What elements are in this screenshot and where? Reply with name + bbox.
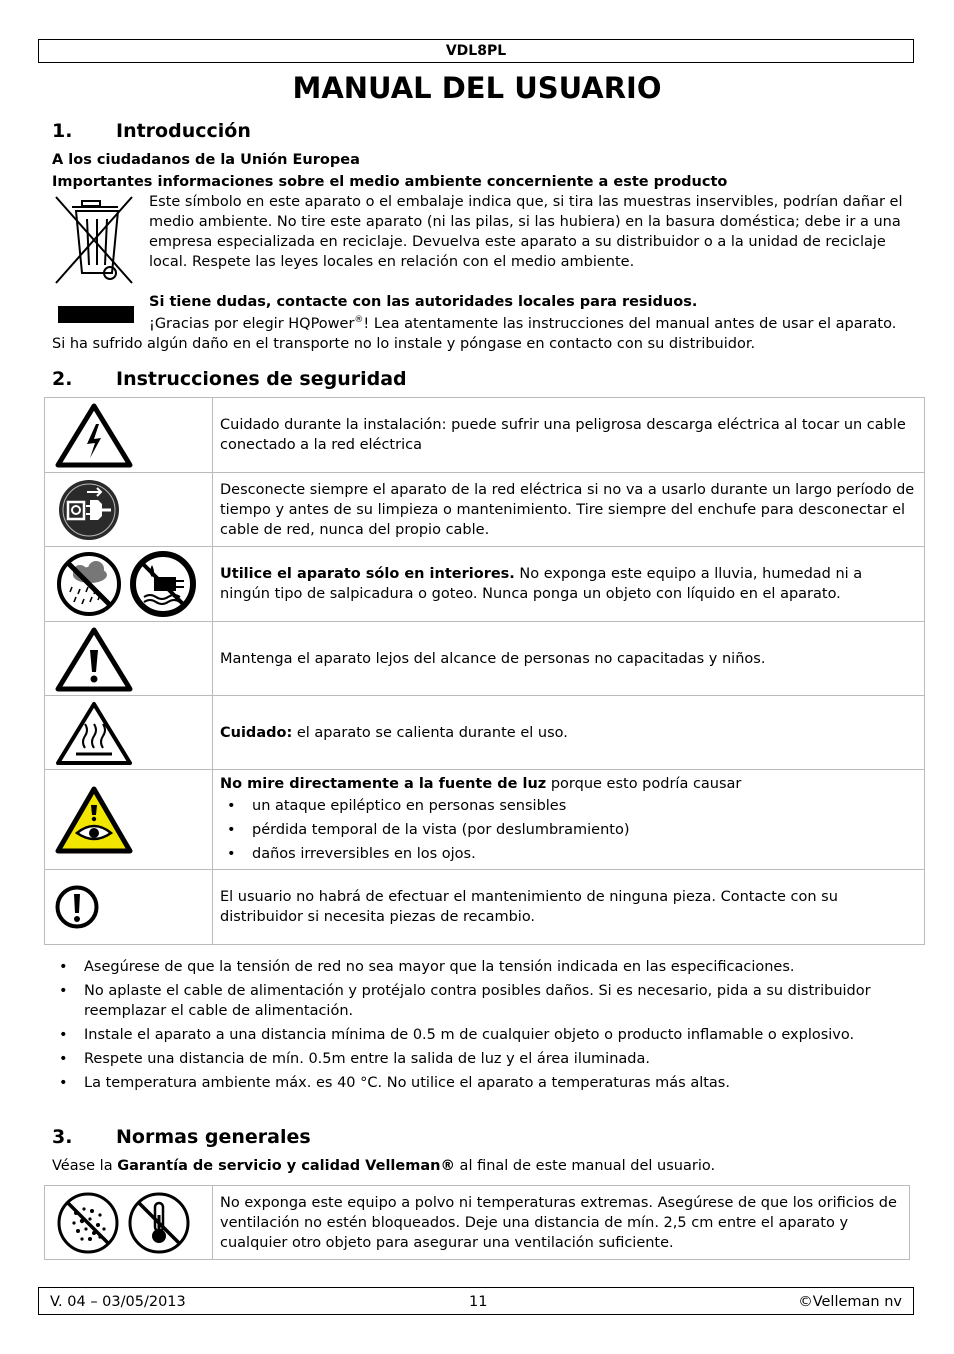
icon-cell (45, 770, 213, 870)
icon-cell (45, 398, 213, 473)
list-item: • Respete una distancia de mín. 0.5m entre la salida de luz y el área iluminada. (52, 1049, 914, 1069)
safety-row (45, 547, 925, 622)
text-cell: Mantenga el aparato lejos del alcance de personas no capacitadas y niños. (213, 622, 925, 696)
section-title: Introducción (116, 120, 251, 142)
list-item: • un ataque epiléptico en personas sensibles (220, 794, 916, 818)
general-warning-icon (54, 626, 134, 692)
text-cell (213, 770, 925, 870)
icon-cell (45, 622, 213, 696)
weee-bin-icon (52, 193, 136, 287)
warranty-name: Garantía de servicio y calidad Velleman® (117, 1158, 455, 1174)
model-number: VDL8PL (445, 43, 507, 59)
no-rain-icon (56, 551, 122, 617)
bold-lead: No mire directamente a la fuente de luz (220, 775, 547, 792)
section-number: 3. (52, 1126, 73, 1148)
exclamation-circle-icon (55, 885, 99, 929)
text-cell: No exponga este equipo a polvo ni temperaturas extremas. Asegúrese de que los orificios de ventilación no estén bloqueados. Deje una distancia de mín. 2,5 cm entre el aparato y cualquier otro objeto para asegurar una ventilación suficiente. (213, 1186, 910, 1260)
list-item: • La temperatura ambiente máx. es 40 °C. No utilice el aparato a temperaturas más altas. (52, 1073, 914, 1093)
warranty-reference (52, 1156, 912, 1176)
eye-warning-lead (220, 774, 916, 794)
page-title: MANUAL DEL USUARIO (292, 71, 662, 105)
thanks-rest: ! Lea atentamente las instrucciones del manual antes de usar el aparato. Si ha sufrido algún daño en el transporte no lo instale y póngase en contacto con su distribuidor. (52, 316, 897, 352)
eu-subheading: A los ciudadanos de la Unión Europea (52, 152, 360, 168)
body-text: No exponga este equipo a lluvia, humedad ni a ningún tipo de salpicadura o goteo. Nunca ponga un objeto con líquido en el aparato. (220, 566, 863, 602)
safety-row (45, 398, 925, 473)
version-date: V. 04 – 03/05/2013 (50, 1294, 186, 1310)
safety-table (44, 397, 925, 945)
registered-mark: ® (354, 315, 364, 326)
list-item: • pérdida temporal de la vista (por deslumbramiento) (220, 818, 916, 842)
bold-lead: Cuidado: (220, 724, 293, 741)
section-number: 2. (52, 368, 73, 390)
section-3-heading (52, 1125, 452, 1149)
no-temperature-icon (127, 1191, 191, 1255)
electric-shock-warning-icon (54, 402, 134, 468)
intro-text-end: al final de este manual del usuario. (454, 1158, 716, 1174)
icon-cell (45, 696, 213, 770)
icon-cell (45, 473, 213, 547)
section-number: 1. (52, 120, 73, 142)
safety-bullet-list (52, 957, 914, 1093)
safety-row (45, 870, 925, 945)
list-item: • daños irreversibles en los ojos. (220, 842, 916, 866)
list-item: • No aplaste el cable de alimentación y protéjalo contra posibles daños. Si es necesario, pida a su distribuidor reemplazar el cable de alimentación. (52, 981, 914, 1021)
text-cell: Cuidado durante la instalación: puede sufrir una peligrosa descarga eléctrica al tocar un cable conectado a la red eléctrica (213, 398, 925, 473)
thanks-paragraph (52, 314, 912, 354)
icon-cell (45, 1186, 213, 1260)
no-liquid-icon (130, 551, 196, 617)
text-cell (213, 547, 925, 622)
weee-text: Este símbolo en este aparato o el embalaje indica que, si tira las muestras inservibles, podrían dañar el medio ambiente. No tire este aparato (ni las pilas, si las hubiera) en la basura doméstica; debe ir a una empresa especializada en reciclaje. Devuelva este aparato a su distribuidor o a la unidad de reciclaje local. Respete las leyes locales en relación con el medio ambiente. (149, 194, 903, 270)
bold-lead: Utilice el aparato sólo en interiores. (220, 566, 515, 582)
safety-row (45, 770, 925, 870)
header-model-box (38, 39, 914, 63)
section-1-heading (52, 119, 452, 143)
text-cell: Desconecte siempre el aparato de la red eléctrica si no va a usarlo durante un largo período de tiempo y antes de su limpieza o mantenimiento. Tire siempre del enchufe para desconectar el cable de red, nunca del propio cable. (213, 473, 925, 547)
icon-cell (45, 870, 213, 945)
icon-cell (45, 547, 213, 622)
text-cell: El usuario no habrá de efectuar el mantenimiento de ninguna pieza. Contacte con su distribuidor si necesita piezas de recambio. (213, 870, 925, 945)
unplug-icon (57, 478, 121, 542)
list-item: • Asegúrese de que la tensión de red no sea mayor que la tensión indicada en las especificaciones. (52, 957, 914, 977)
general-rules-table (44, 1185, 910, 1260)
eye-risk-list (220, 794, 916, 866)
environment-subheading: Importantes informaciones sobre el medio ambiente concerniente a este producto (52, 174, 728, 190)
safety-row (45, 473, 925, 547)
safety-row (45, 696, 925, 770)
body-text: el aparato se calienta durante el uso. (292, 724, 568, 741)
eye-warning-icon (55, 785, 133, 855)
doubts-text: Si tiene dudas, contacte con las autoridades locales para residuos. (149, 294, 698, 310)
page-footer (38, 1287, 914, 1315)
safety-row (45, 1186, 910, 1260)
section-2-heading (52, 367, 452, 391)
page-number: 11 (469, 1294, 488, 1310)
section-title: Instrucciones de seguridad (116, 368, 407, 390)
text-cell (213, 696, 925, 770)
copyright: ©Velleman nv (798, 1294, 902, 1310)
body-text: porque esto podría causar (546, 775, 742, 792)
thanks-start: ¡Gracias por elegir HQPower (149, 316, 355, 332)
safety-row (45, 622, 925, 696)
no-dust-icon (56, 1191, 120, 1255)
section-title: Normas generales (116, 1126, 311, 1148)
intro-text: Véase la (52, 1158, 118, 1174)
list-item: • Instale el aparato a una distancia mínima de 0.5 m de cualquier objeto o producto inflamable o explosivo. (52, 1025, 914, 1045)
hot-surface-icon (54, 700, 134, 766)
